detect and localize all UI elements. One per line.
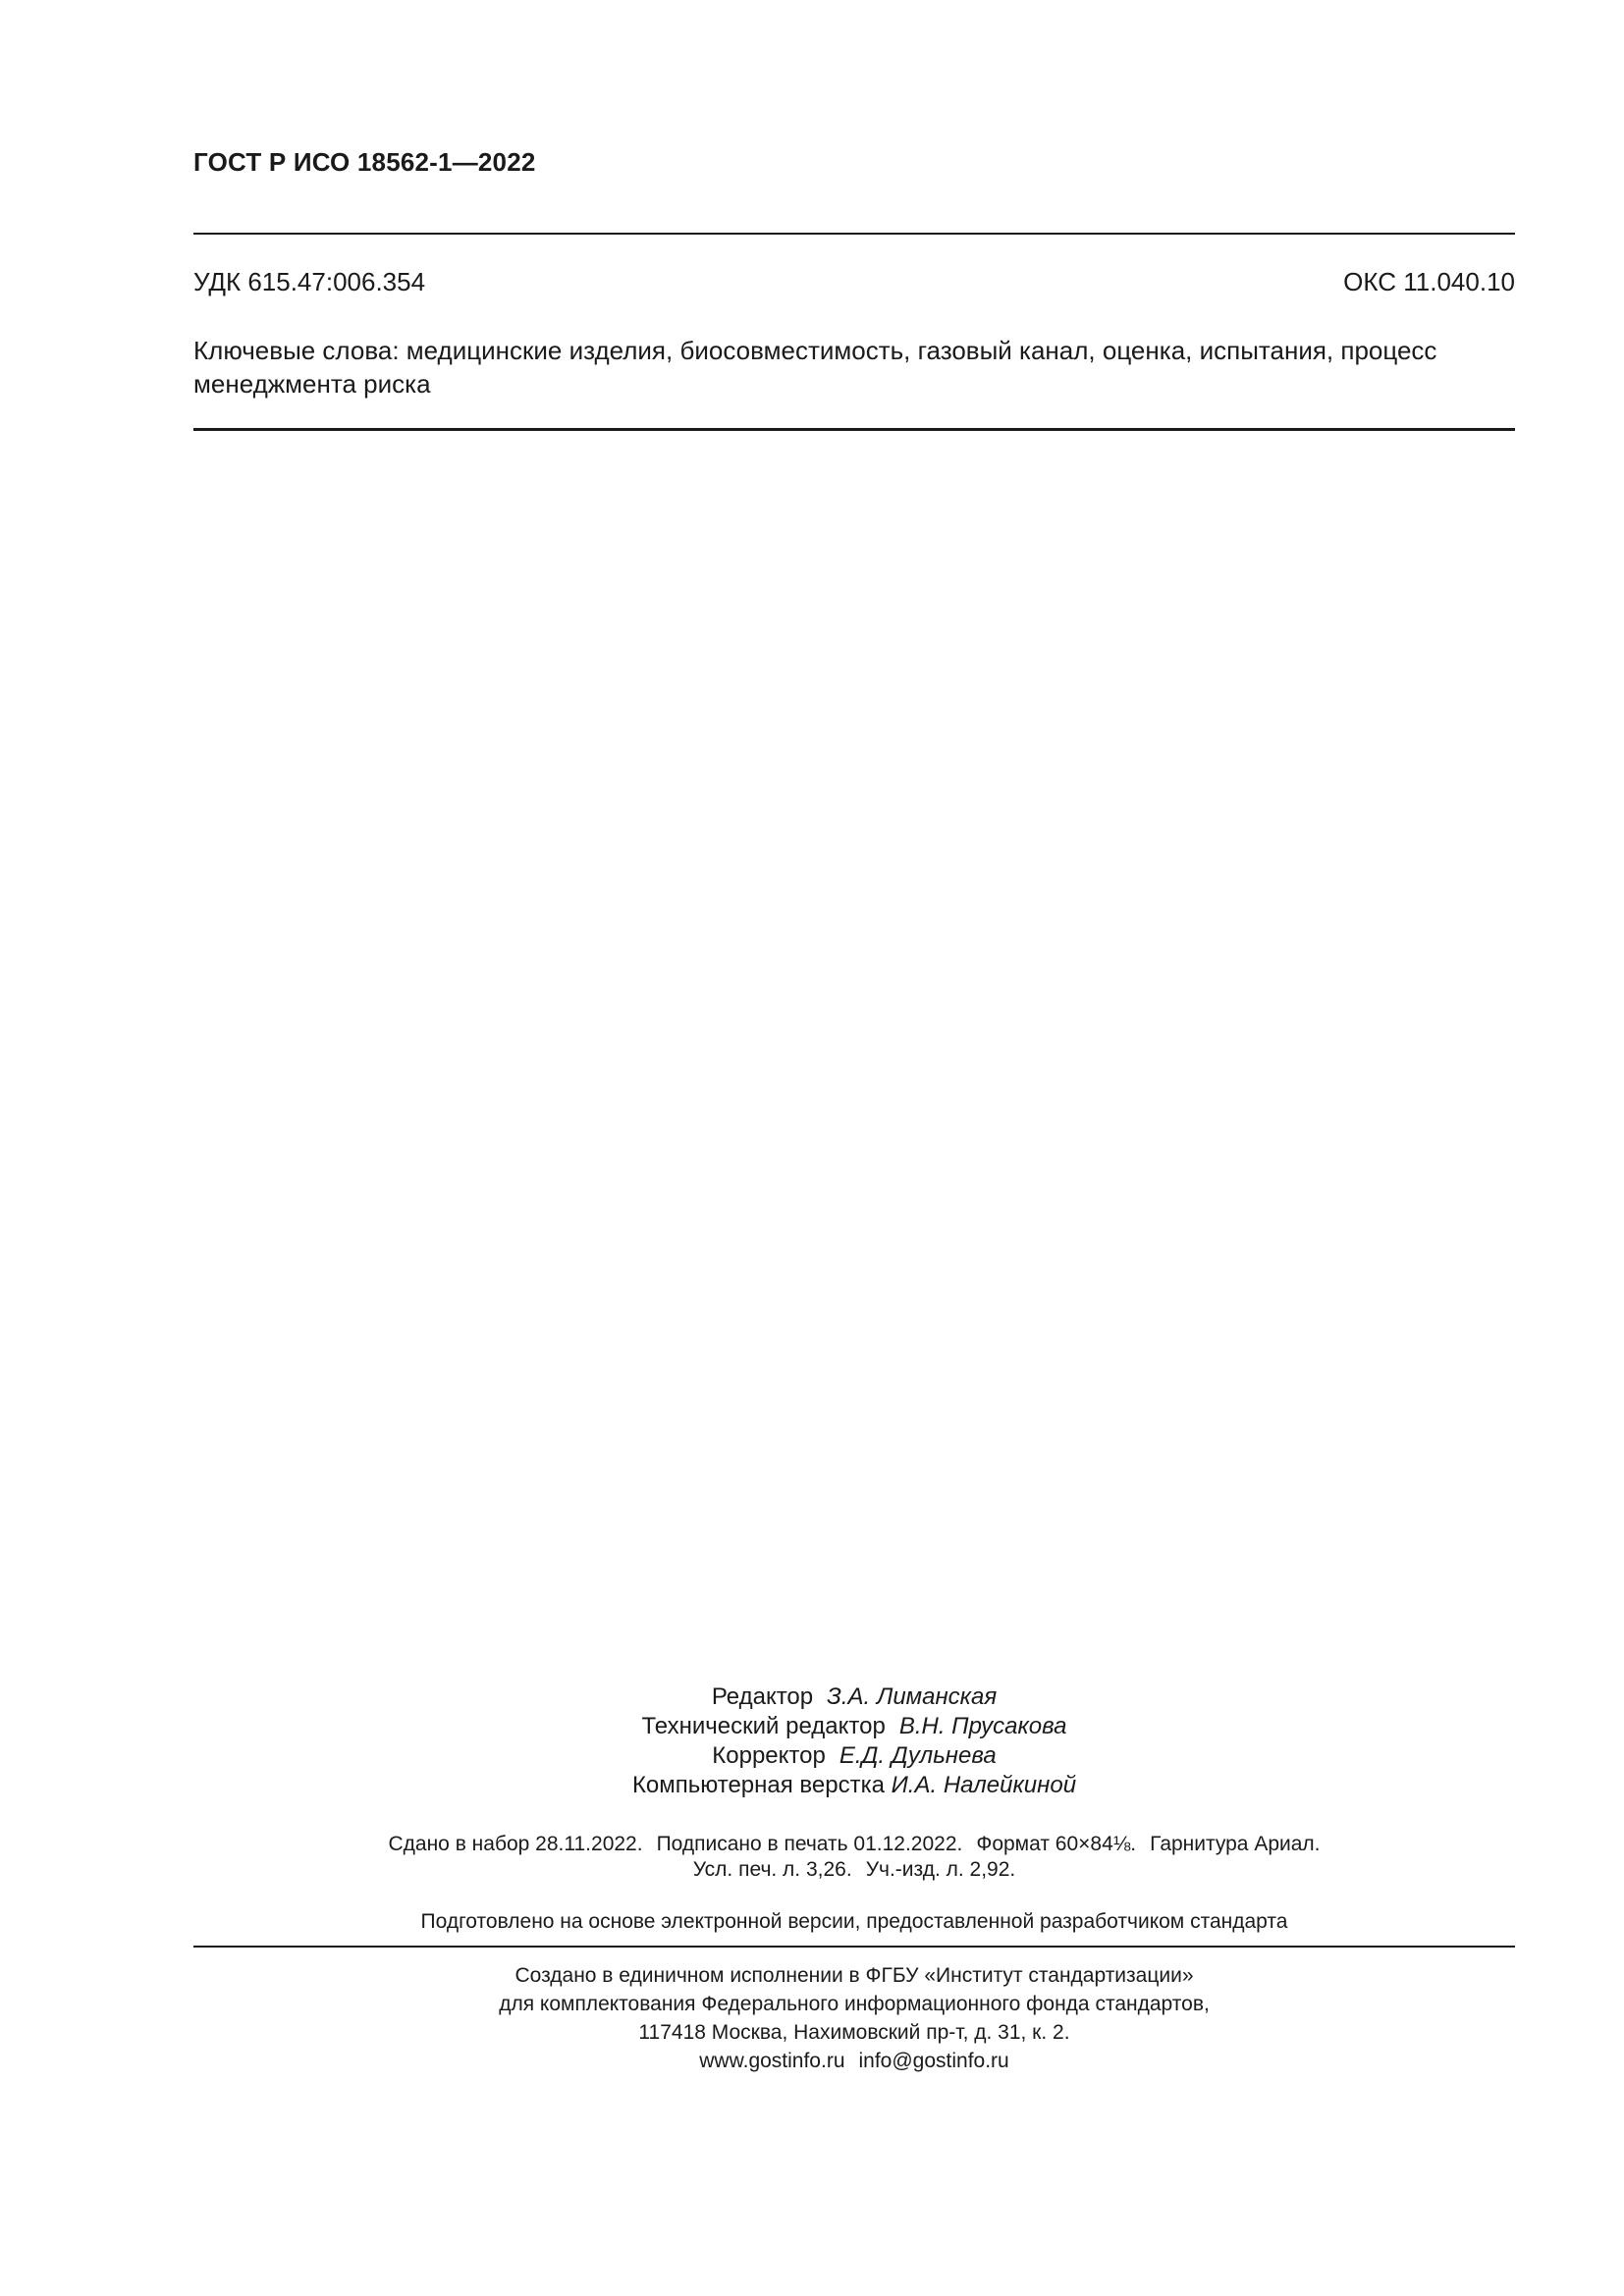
publisher-line-2: для комплектования Федерального информационного фонда стандартов,: [499, 1993, 1210, 2015]
imprint-signed: Подписано в печать 01.12.2022.: [656, 1833, 963, 1855]
publisher-divider: [193, 1946, 1515, 1948]
keywords: Ключевые слова: медицинские изделия, биосовместимость, газовый канал, оценка, испытания, процесс менеджмента риска: [193, 336, 1437, 399]
udk-code: УДК 615.47:006.354: [193, 267, 426, 296]
credit-name: И.А. Налейкиной: [891, 1772, 1077, 1798]
credit-role: Технический редактор: [641, 1713, 886, 1739]
keywords-divider: [193, 428, 1515, 431]
credit-name: З.А. Лиманская: [827, 1683, 998, 1710]
credit-role: Компьютерная верстка: [631, 1772, 885, 1798]
publisher-email: info@gostinfo.ru: [858, 2050, 1009, 2072]
credits-block: [193, 1682, 1515, 1800]
credit-role: Редактор: [711, 1683, 814, 1710]
publisher-contacts: [193, 2047, 1515, 2075]
imprint-line-1: [193, 1832, 1515, 1857]
imprint-block: [193, 1832, 1515, 1883]
publisher-block: [193, 1961, 1515, 2075]
publisher-website: www.gostinfo.ru: [699, 2050, 845, 2072]
document-designation: ГОСТ Р ИСО 18562-1—2022: [193, 147, 536, 177]
prepared-note: Подготовлено на основе электронной версии, предоставленной разработчиком стандарта: [420, 1910, 1288, 1933]
credit-role: Корректор: [712, 1742, 826, 1769]
imprint-line-2: [193, 1857, 1515, 1883]
credit-name: В.Н. Прусакова: [898, 1713, 1067, 1739]
credit-tech-editor: [193, 1712, 1515, 1741]
credit-proofreader: [193, 1741, 1515, 1771]
publisher-line-1: Создано в единичном исполнении в ФГБУ «Институт стандартизации»: [514, 1964, 1194, 1987]
credit-layout: [193, 1771, 1515, 1800]
publisher-line-3: 117418 Москва, Нахимовский пр-т, д. 31, к. 2.: [638, 2021, 1070, 2044]
credit-name: Е.Д. Дульнева: [839, 1742, 997, 1769]
top-divider: [193, 233, 1515, 235]
oks-code: ОКС 11.040.10: [1343, 267, 1515, 296]
imprint-typeset: Сдано в набор 28.11.2022.: [388, 1833, 643, 1855]
imprint-publ-sheets: Уч.-изд. л. 2,92.: [865, 1858, 1016, 1881]
imprint-typeface: Гарнитура Ариал.: [1150, 1833, 1321, 1855]
imprint-print-sheets: Усл. печ. л. 3,26.: [692, 1858, 852, 1881]
credit-editor: [193, 1682, 1515, 1712]
imprint-format: Формат 60×84⅛.: [976, 1833, 1137, 1855]
